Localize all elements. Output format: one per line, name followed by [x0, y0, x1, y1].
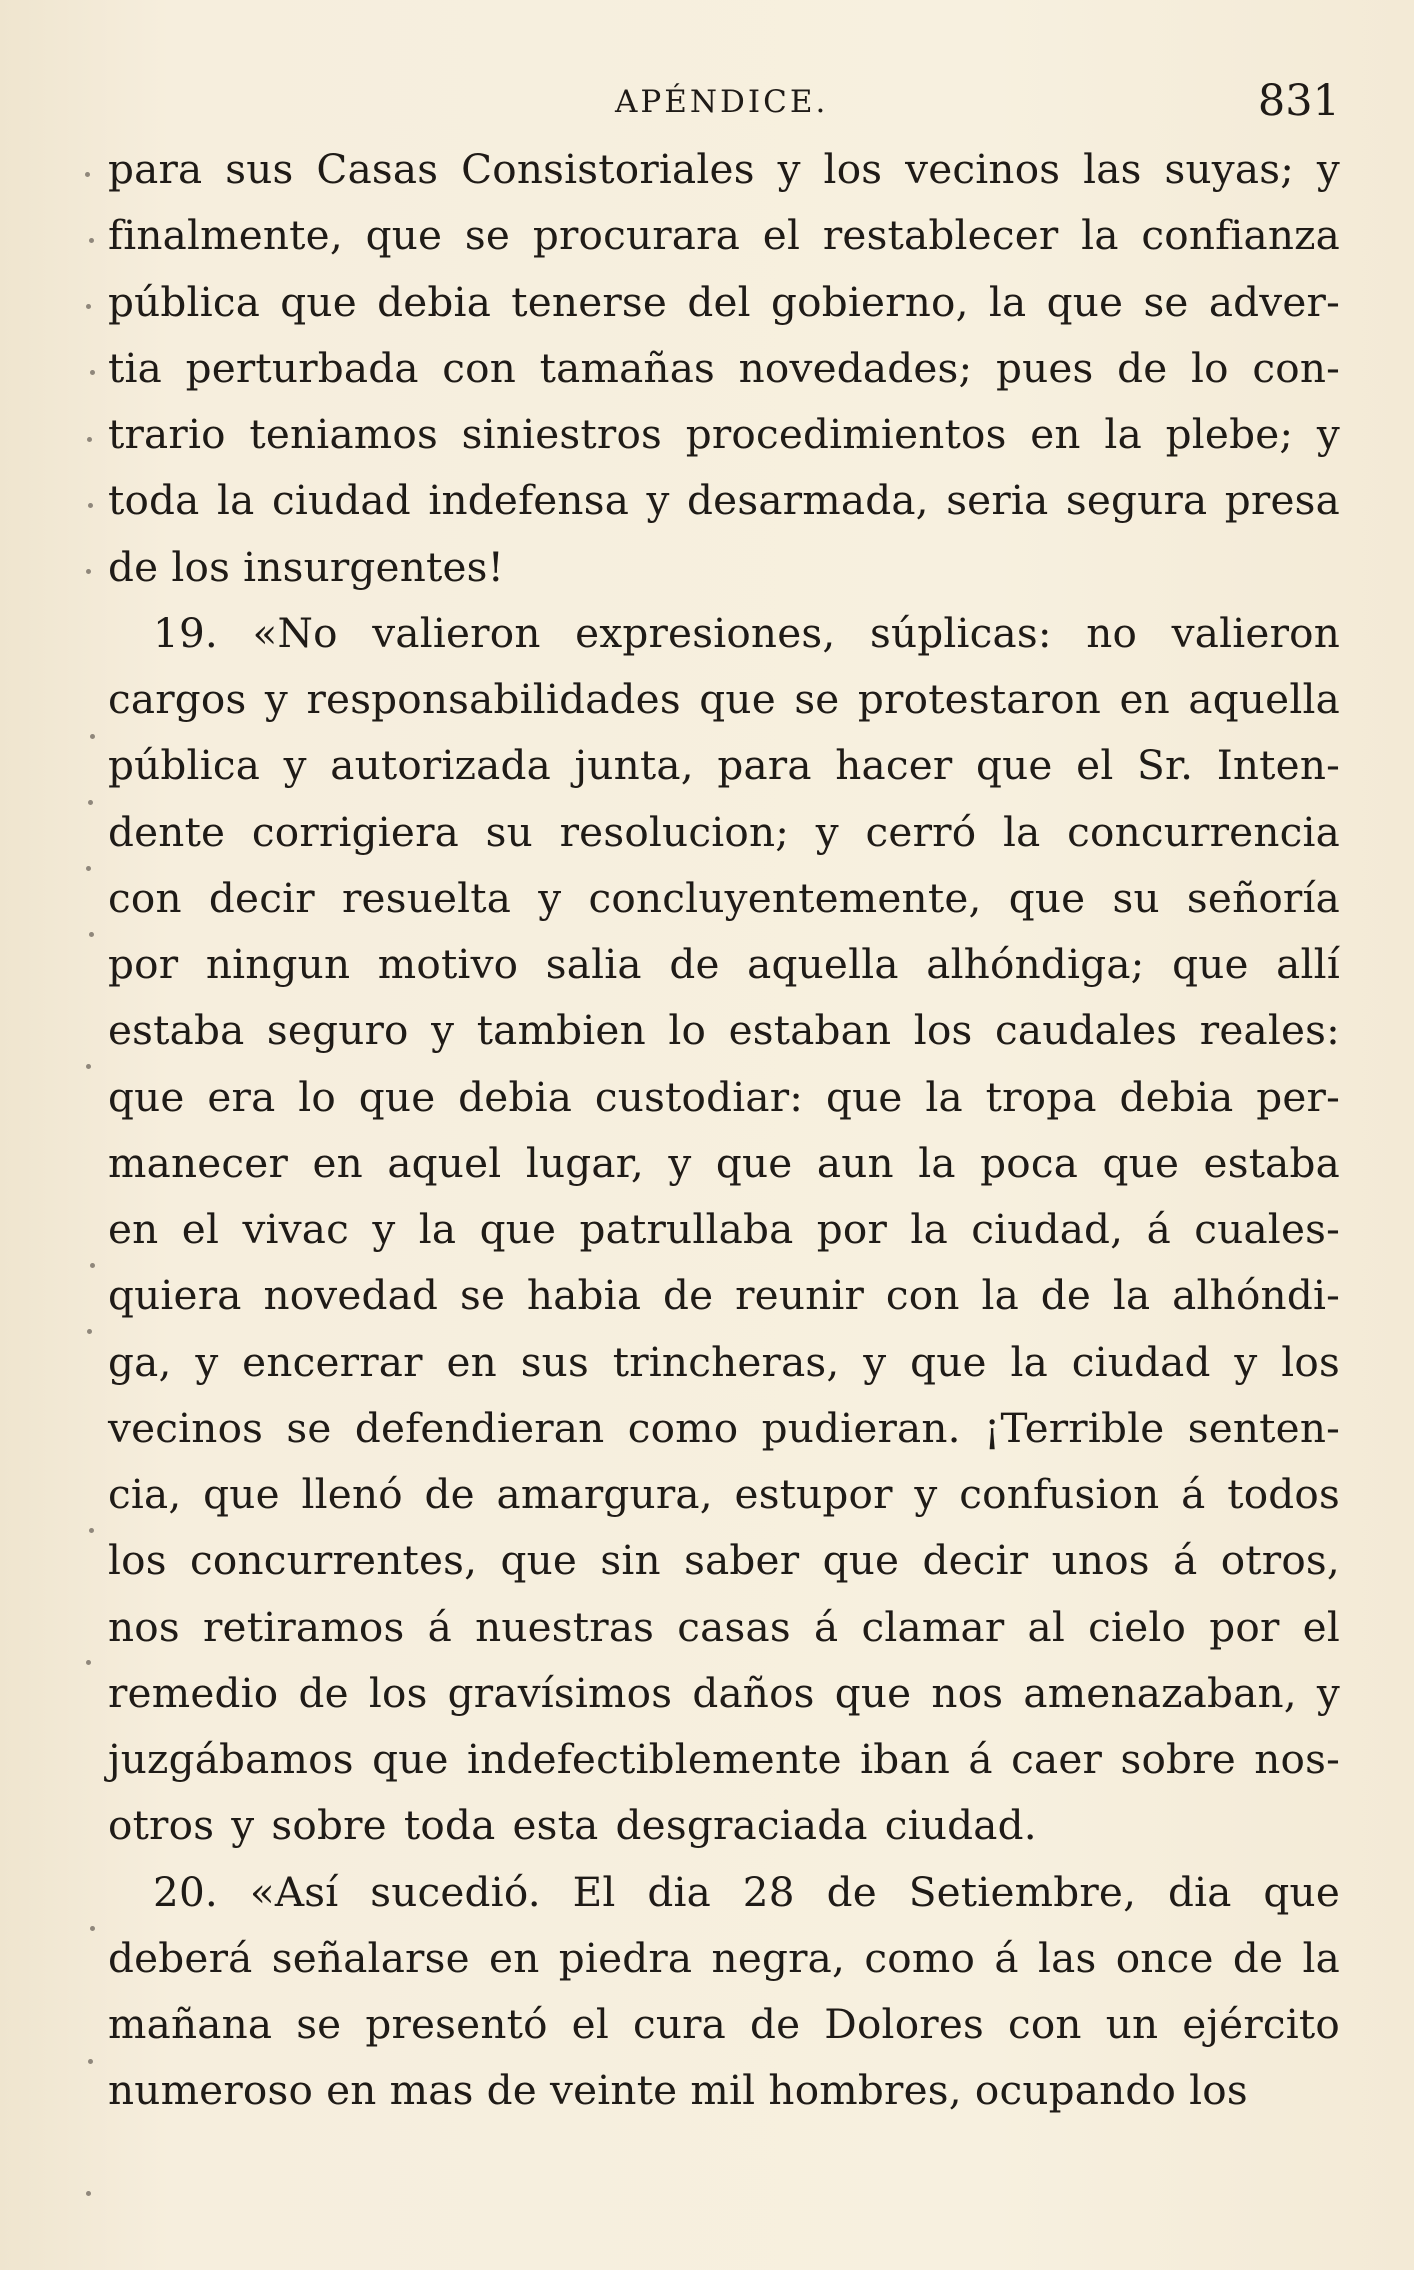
text-line: trario teniamos siniestros procedimientos en la plebe; y	[108, 410, 1340, 458]
text-line: pública que debia tenerse del gobierno, la que se adver-	[108, 277, 1340, 326]
left-margin-ink-mark	[86, 304, 91, 309]
left-margin-ink-mark	[86, 1064, 91, 1069]
page-number: 831	[1257, 76, 1340, 126]
left-margin-ink-mark	[90, 1926, 95, 1931]
left-margin-ink-mark	[88, 2059, 93, 2064]
text-line: ga, y encerrar en sus trincheras, y que la ciudad y los	[108, 1337, 1340, 1386]
left-margin-ink-mark	[85, 172, 90, 177]
text-line: otros y sobre toda esta desgraciada ciudad.	[108, 1801, 1037, 1850]
text-line: deberá señalarse en piedra negra, como á las once de la	[108, 1933, 1340, 1982]
left-margin-ink-mark	[86, 569, 91, 574]
left-margin-ink-mark	[90, 1263, 95, 1268]
left-margin-ink-mark	[89, 238, 94, 243]
left-margin-ink-mark	[87, 437, 92, 442]
text-line: tia perturbada con tamañas novedades; pues de lo con-	[108, 343, 1340, 392]
left-margin-ink-mark	[86, 2191, 91, 2196]
text-line: remedio de los gravísimos daños que nos amenazaban, y	[108, 1668, 1340, 1717]
text-line: nos retiramos á nuestras casas á clamar al cielo por el	[108, 1602, 1340, 1651]
text-line: para sus Casas Consistoriales y los vecinos las suyas; y	[108, 145, 1340, 193]
text-line: finalmente, que se procurara el restablecer la confianza	[108, 211, 1340, 260]
text-line: numeroso en mas de veinte mil hombres, ocupando los	[108, 2066, 1248, 2115]
left-margin-ink-mark	[89, 932, 94, 937]
left-margin-ink-mark	[88, 503, 93, 508]
text-line: 20. «Así sucedió. El dia 28 de Setiembre, dia que	[153, 1867, 1340, 1916]
text-line: quiera novedad se habia de reunir con la de la alhóndi-	[108, 1271, 1340, 1320]
left-margin-ink-mark	[87, 1329, 92, 1334]
text-line: toda la ciudad indefensa y desarmada, seria segura presa	[108, 476, 1340, 525]
left-margin-ink-mark	[86, 1660, 91, 1665]
left-margin-ink-mark	[89, 1528, 94, 1533]
page-header	[110, 76, 1340, 128]
text-line: estaba seguro y tambien lo estaban los caudales reales:	[108, 1006, 1340, 1055]
text-line: con decir resuelta y concluyentemente, que su señoría	[108, 873, 1340, 922]
text-line: por ningun motivo salia de aquella alhóndiga; que allí	[108, 940, 1340, 988]
text-line: dente corrigiera su resolucion; y cerró la concurrencia	[108, 807, 1340, 856]
text-line: en el vivac y la que patrullaba por la ciudad, á cuales-	[108, 1205, 1340, 1253]
text-line: que era lo que debia custodiar: que la tropa debia per-	[108, 1072, 1340, 1121]
left-margin-ink-mark	[90, 370, 95, 375]
text-line: 19. «No valieron expresiones, súplicas: no valieron	[153, 608, 1340, 657]
text-line: cia, que llenó de amargura, estupor y confusion á todos	[108, 1470, 1340, 1518]
text-line: de los insurgentes!	[108, 542, 505, 591]
text-line: manecer en aquel lugar, y que aun la poca que estaba	[108, 1138, 1340, 1187]
text-line: pública y autorizada junta, para hacer que el Sr. Inten-	[108, 741, 1340, 790]
running-head: APÉNDICE.	[615, 84, 829, 120]
left-margin-ink-mark	[90, 734, 95, 739]
left-margin-ink-mark	[88, 800, 93, 805]
body-text	[108, 136, 1340, 2124]
text-line: vecinos se defendieran como pudieran. ¡Terrible senten-	[108, 1403, 1340, 1452]
left-margin-ink-mark	[86, 866, 91, 871]
text-line: juzgábamos que indefectiblemente iban á caer sobre nos-	[108, 1735, 1340, 1783]
text-line: los concurrentes, que sin saber que decir unos á otros,	[108, 1536, 1340, 1585]
text-line: cargos y responsabilidades que se protestaron en aquella	[108, 675, 1340, 723]
text-line: mañana se presentó el cura de Dolores con un ejército	[108, 2000, 1340, 2048]
